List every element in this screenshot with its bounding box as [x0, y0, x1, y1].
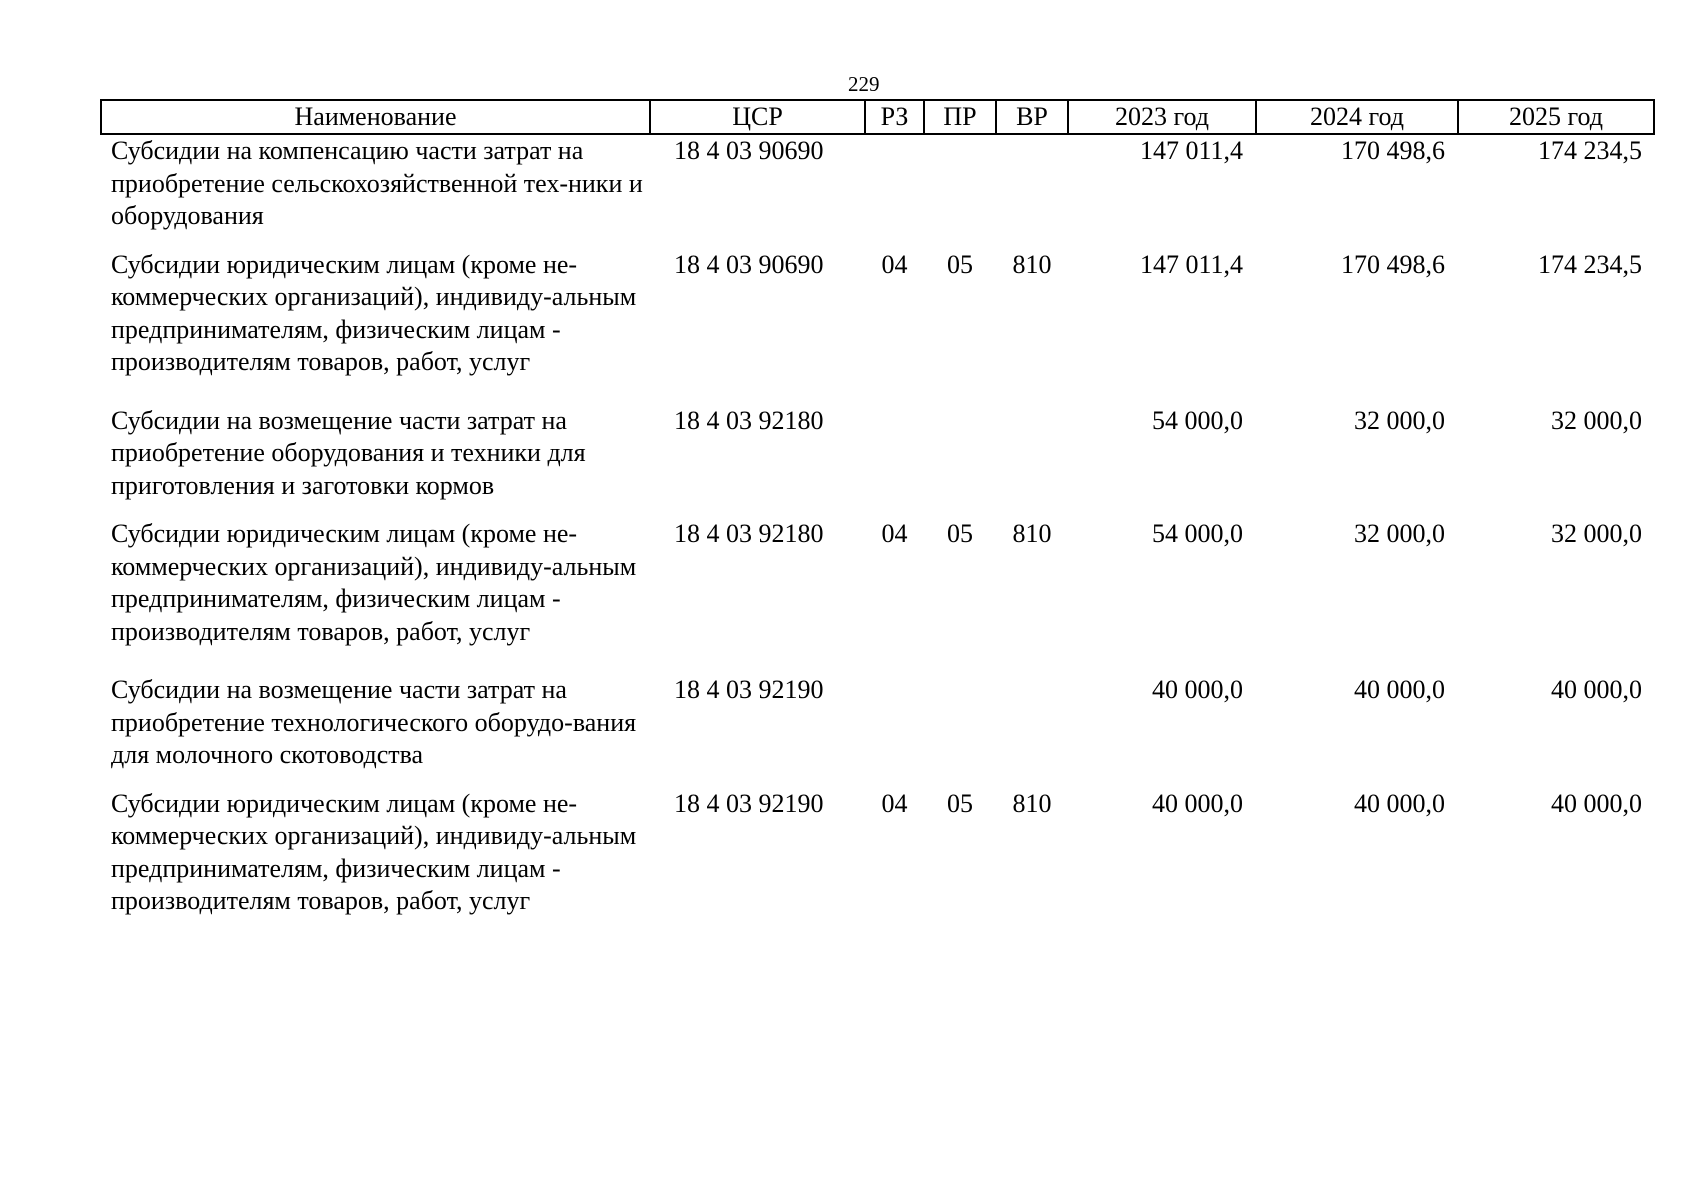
header-rz: РЗ	[865, 100, 924, 134]
row-vr	[996, 405, 1068, 519]
row-rz	[865, 405, 924, 519]
row-2025: 40 000,0	[1551, 788, 1642, 818]
row-pr	[924, 134, 996, 249]
budget-table	[100, 99, 1655, 934]
row-name: Субсидии юридическим лицам (кроме не-коммерческих организаций), индивиду-альным предпринимателям, физическим лицам - производителям товаров, работ, услуг	[111, 788, 637, 915]
row-2025: 32 000,0	[1551, 405, 1642, 435]
header-2023: 2023 год	[1068, 100, 1256, 134]
table-row	[101, 249, 1654, 405]
table-row	[101, 134, 1654, 249]
row-2025: 174 234,5	[1538, 136, 1642, 165]
row-2024: 170 498,6	[1341, 249, 1445, 279]
row-name: Субсидии на компенсацию части затрат на приобретение сельскохозяйственной тех-ники и оборудования	[111, 136, 643, 230]
row-rz	[865, 134, 924, 249]
row-csr: 18 4 03 92190	[674, 675, 824, 704]
row-pr: 05	[947, 249, 973, 279]
row-2024: 40 000,0	[1354, 675, 1445, 704]
row-csr: 18 4 03 92180	[674, 519, 824, 548]
row-pr	[924, 405, 996, 519]
table-row	[101, 405, 1654, 519]
row-2025: 40 000,0	[1551, 675, 1642, 704]
row-vr	[996, 134, 1068, 249]
row-rz	[865, 674, 924, 788]
header-vr: ВР	[996, 100, 1068, 134]
header-row	[101, 100, 1654, 134]
row-2024: 40 000,0	[1354, 788, 1445, 818]
row-pr	[924, 674, 996, 788]
row-2024: 32 000,0	[1354, 405, 1445, 435]
row-2024: 32 000,0	[1354, 519, 1445, 548]
row-2023: 40 000,0	[1152, 788, 1243, 818]
row-2023: 147 011,4	[1139, 136, 1243, 165]
header-2024: 2024 год	[1256, 100, 1458, 134]
row-vr: 810	[1012, 788, 1052, 818]
page-number: 229	[848, 72, 880, 96]
row-2024: 170 498,6	[1341, 136, 1445, 165]
row-name: Субсидии на возмещение части затрат на приобретение технологического оборудо-вания для молочного скотоводства	[111, 675, 637, 769]
table-row	[101, 788, 1654, 934]
row-pr: 05	[947, 519, 973, 548]
row-2023: 40 000,0	[1152, 675, 1243, 704]
row-2023: 54 000,0	[1152, 519, 1243, 548]
row-2023: 54 000,0	[1152, 405, 1243, 435]
row-csr: 18 4 03 90690	[674, 249, 824, 279]
row-name: Субсидии юридическим лицам (кроме не-коммерческих организаций), индивиду-альным предпринимателям, физическим лицам - производителям товаров, работ, услуг	[111, 249, 637, 376]
row-2023: 147 011,4	[1139, 249, 1243, 279]
table-body	[101, 134, 1654, 934]
row-csr: 18 4 03 92190	[674, 788, 824, 818]
table-row	[101, 674, 1654, 788]
row-pr: 05	[947, 788, 973, 818]
row-name: Субсидии на возмещение части затрат на приобретение оборудования и техники для приготовления и заготовки кормов	[111, 405, 586, 500]
row-vr: 810	[1012, 249, 1052, 279]
header-csr: ЦСР	[650, 100, 865, 134]
row-vr	[996, 674, 1068, 788]
row-rz: 04	[881, 519, 908, 548]
row-rz: 04	[881, 249, 908, 279]
row-csr: 18 4 03 90690	[674, 136, 824, 165]
row-name: Субсидии юридическим лицам (кроме не-коммерческих организаций), индивиду-альным предпринимателям, физическим лицам - производителям товаров, работ, услуг	[111, 519, 637, 646]
header-pr: ПР	[924, 100, 996, 134]
row-2025: 174 234,5	[1538, 249, 1642, 279]
row-vr: 810	[1012, 519, 1052, 548]
row-2025: 32 000,0	[1551, 519, 1642, 548]
table-row	[101, 518, 1654, 674]
row-csr: 18 4 03 92180	[674, 405, 824, 435]
header-2025: 2025 год	[1458, 100, 1654, 134]
header-name: Наименование	[101, 100, 650, 134]
table-header	[101, 100, 1654, 134]
row-rz: 04	[881, 788, 908, 818]
